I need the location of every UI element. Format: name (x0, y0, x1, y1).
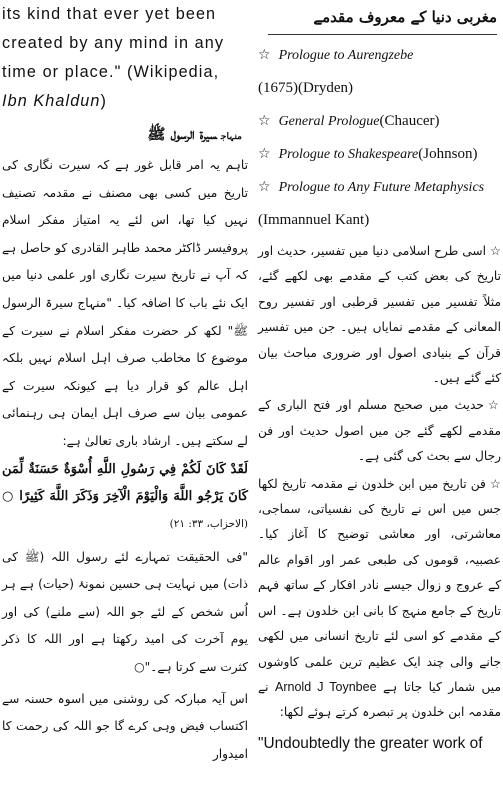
closing-quote: "Undoubtedly the greater work of (258, 734, 483, 752)
body-paragraph-1: تاہم یہ امر قابل غور ہے کہ سیرت نگاری کی تاریخ میں کسی بھی مصنف نے مقدمہ تصنیف نہیں کیا تھا، اس لئے یہ امتیاز مفکر اسلام پروفیسر ڈاکٹر محمد طاہر القادری کو حاصل ہے کہ آپ نے تاریخ سیرت نگاری اور علمی دنیا میں ایک نئے باب کا اضافہ کیا۔ "منہاج سیرۃ الرسول ﷺ" لکھ کر حضرت مفکر اسلام نے سیرت کے موضوع کا مخاطب صرف اہل اسلام نہیں بلکہ اہل عالم کو قرار دیا ہے کیونکہ سیرت کے عمومی بیان سے صرف اہل ایمان ہی رہنمائی لے سکتے ہیں۔ ارشاد باری تعالیٰ ہے: (2, 158, 248, 448)
history-paragraph-end: نے مقدمہ ابن خلدون پر تبصرہ کرتے ہوئے لکھا: (258, 679, 501, 720)
intro-quote-text: its kind that ever yet been created by any mind in any time or place." (Wikipedia, (2, 5, 225, 81)
star-icon: ☆ (258, 47, 271, 63)
prologue-entry (258, 72, 501, 105)
prologue-author: (Immannuel Kant) (258, 212, 370, 228)
toynbee-name: Arnold J Toynbee (275, 679, 377, 694)
body-paragraph-2: اس آیہ مبارکہ کی روشنی میں اسوہ حسنہ سے اکتساب فیض وہی کرے گا جو اللہ کی رحمت کا امیدوار (2, 691, 248, 761)
prologue-entry (258, 204, 501, 237)
right-column (255, 0, 503, 758)
tafsir-paragraph (258, 239, 501, 391)
quran-ayah-text: لَقَدْ كَانَ لَكُمْ فِي رَسُولِ اللَّهِ أُسْوَةٌ حَسَنَةٌ لِّمَن كَانَ يَرْجُو اللَّهَ وَالْيَوْمَ الْآخِرَ وَذَكَرَ اللَّهَ كَثِيرًا ○ (2, 461, 248, 504)
prologue-title: Prologue to Any Future Metaphysics (278, 180, 485, 195)
section-heading-text: سیرۃ الرسول ﷺ (147, 125, 217, 143)
intro-quote-close: ) (100, 92, 108, 110)
prologue-title: Prologue to Aurengzebe (278, 48, 414, 63)
intro-quote-source: Ibn Khaldun (2, 92, 101, 110)
quran-ayah (2, 456, 248, 538)
star-icon: ☆ (487, 398, 501, 413)
ayah-translation: "فی الحقیقت تمہارے لئے رسول اللہ (ﷺ کی ذات) میں نہایت ہی حسین نمونۂ (حیات) ہے ہر اُس شخص کے لئے جو اللہ (سے ملنے) کی اور یوم آخرت کی امید رکھتا ہے اور اللہ کا ذکر کثرت سے کرتا ہے۔"○ (2, 549, 248, 674)
prologue-author: (1675)(Dryden) (258, 80, 353, 96)
prologue-title: Prologue to Shakespeare (278, 147, 419, 162)
left-column (0, 0, 251, 768)
hadith-paragraph-text: حدیث میں صحیح مسلم اور فتح الباری کے مقدمے لکھے گئے جن میں اصول حدیث اور فن رجال سے بحث کی گئی ہے۔ (258, 398, 501, 464)
section-heading-phrase: منہاج (220, 132, 242, 142)
prologue-entry (258, 105, 501, 138)
star-icon: ☆ (489, 476, 501, 491)
hadith-paragraph (258, 393, 501, 469)
prologue-entry (258, 138, 501, 171)
prologue-list (258, 39, 501, 237)
tafsir-paragraph-text: اسی طرح اسلامی دنیا میں تفسیر، حدیث اور تاریخ کی بعض کتب کے مقدمے بھی لکھے گئے، مثلاً تفسیر میں تفسیر قرطبی اور تفسیر روح المعانی کے مقدمے نمایاں ہیں۔ جن میں تفسیر قرآن کے بنیادی اصول اور ضروری مباحث بیان کئے گئے ہیں۔ (258, 244, 501, 386)
prologue-author: (Johnson) (418, 146, 478, 162)
star-icon: ☆ (258, 146, 271, 162)
star-icon: ☆ (258, 113, 271, 129)
western-prologues-heading: مغربی دنیا کے معروف مقدمے (268, 0, 497, 35)
star-icon: ☆ (490, 244, 501, 258)
prologue-entry (258, 39, 501, 72)
islamic-prologues-text (258, 239, 501, 726)
intro-quote (2, 0, 248, 116)
prologue-title: General Prologue (278, 114, 380, 129)
prologue-author: (Chaucer) (379, 113, 440, 129)
history-paragraph-text: فن تاریخ میں ابن خلدون نے مقدمہ تاریخ لکھا جس میں اس نے تاریخ کی نفسیاتی، سماجی، معاشرتی، اور معاشی توضیح کا آغاز کیا۔ عصبیہ، قوموں کی طبعی عمر اور اقوام عالم کے عروج و زوال جیسے نادر افکار کے ساتھ فہم تاریخ کے جامع منہج کا بانی ابن خلدون ہے۔ اس کے مقدمے کو اسی لئے تاریخ انسانی میں لکھی جانے والی چند ایک عظیم ترین علمی کاوشوں میں شمار کیا جاتا ہے (258, 476, 502, 694)
star-icon: ☆ (258, 179, 271, 195)
section-heading (2, 116, 248, 152)
history-paragraph (258, 472, 501, 726)
prologue-entry (258, 171, 501, 204)
quran-ayah-reference: (الاحزاب، ۳۳: ۲۱) (169, 517, 248, 530)
